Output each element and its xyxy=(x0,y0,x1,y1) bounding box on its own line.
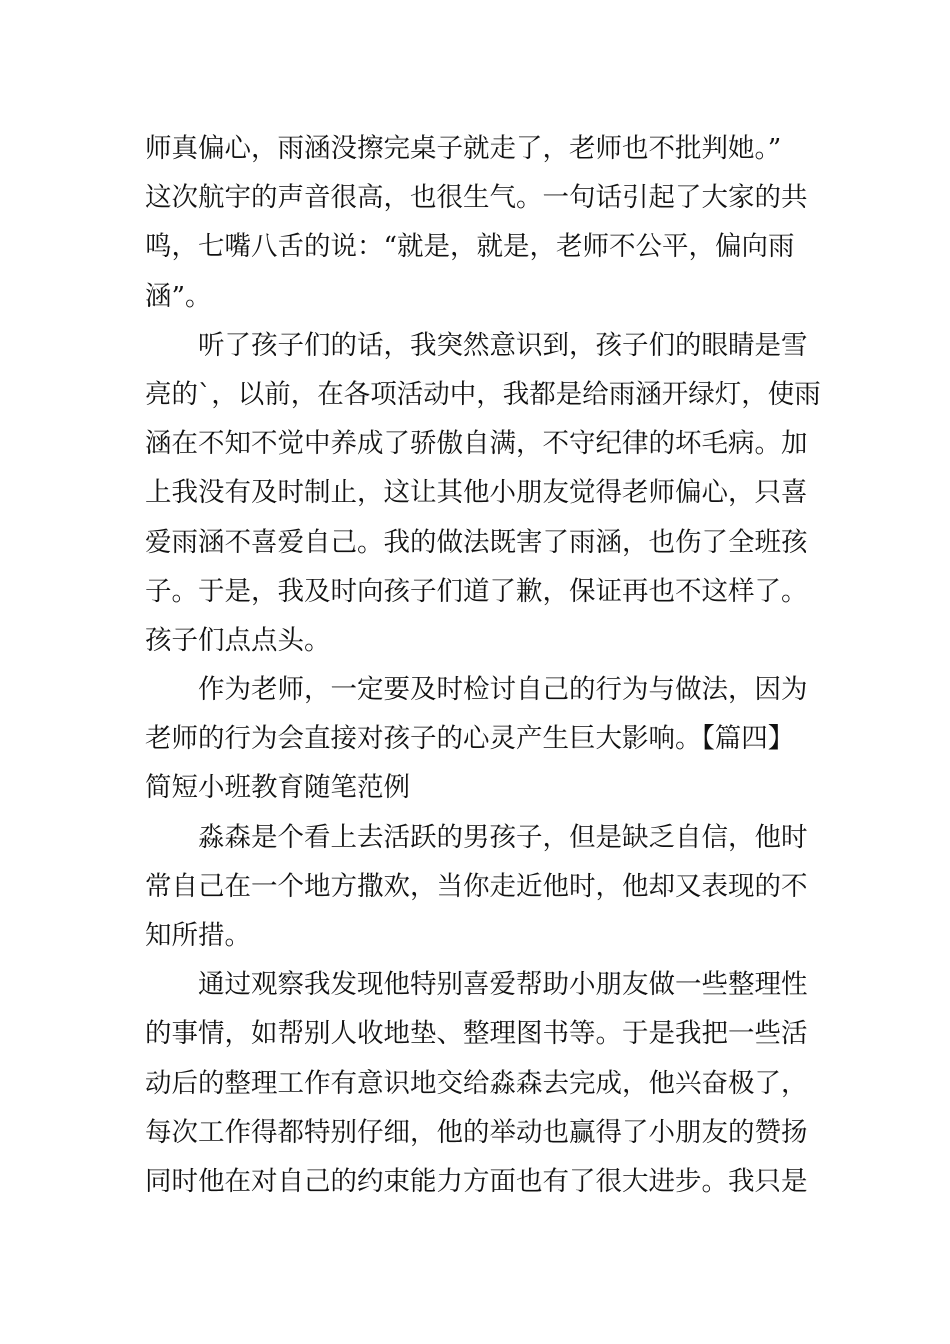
text-line: 师真偏心，雨涵没擦完桌子就走了，老师也不批判她。” xyxy=(145,133,782,164)
text-line: 通过观察我发现他特别喜爱帮助小朋友做一些整理性 xyxy=(145,969,808,1001)
text-line: 作为老师，一定要及时检讨自己的行为与做法，因为 xyxy=(145,674,808,706)
text-line: 这次航宇的声音很高，也很生气。一句话引起了大家的共 xyxy=(145,182,808,214)
text-line: 常自己在一个地方撒欢，当你走近他时，他却又表现的不 xyxy=(145,870,808,902)
text-line: 每次工作得都特别仔细，他的举动也赢得了小朋友的赞扬 xyxy=(145,1116,808,1148)
text-line: 听了孩子们的话，我突然意识到，孩子们的眼睛是雪 xyxy=(145,329,808,361)
paragraph-1 xyxy=(145,124,815,321)
text-line: 涵”。 xyxy=(145,280,212,312)
paragraph-5 xyxy=(145,960,815,1206)
paragraph-4 xyxy=(145,813,815,961)
text-line: 孩子们点点头。 xyxy=(145,624,331,656)
text-line: 老师的行为会直接对孩子的心灵产生巨大影响。【篇四】 xyxy=(145,723,795,755)
text-line: 同时他在对自己的约束能力方面也有了很大进步。我只是 xyxy=(145,1165,808,1197)
text-line: 亮的`，以前，在各项活动中，我都是给雨涵开绿灯，使雨 xyxy=(145,378,821,410)
text-line: 动后的整理工作有意识地交给淼森去完成，他兴奋极了， xyxy=(145,1067,808,1099)
text-line: 淼森是个看上去活跃的男孩子，但是缺乏自信，他时 xyxy=(145,821,808,853)
body-text xyxy=(145,124,821,1206)
text-line: 的事情，如帮别人收地垫、整理图书等。于是我把一些活 xyxy=(145,1018,808,1050)
text-line: 鸣，七嘴八舌的说：“就是，就是，老师不公平，偏向雨 xyxy=(145,231,795,263)
section-heading: 简短小班教育随笔范例 xyxy=(145,772,410,804)
paragraph-3 xyxy=(145,665,815,813)
text-line: 上我没有及时制止，这让其他小朋友觉得老师偏心，只喜 xyxy=(145,477,808,509)
text-line: 爱雨涵不喜爱自己。我的做法既害了雨涵，也伤了全班孩 xyxy=(145,526,808,558)
text-line: 知所措。 xyxy=(145,920,251,951)
text-line: 子。于是，我及时向孩子们道了歉，保证再也不这样了。 xyxy=(145,575,808,607)
text-line: 涵在不知不觉中养成了骄傲自满，不守纪律的坏毛病。加 xyxy=(145,428,808,460)
paragraph-2 xyxy=(145,321,821,665)
